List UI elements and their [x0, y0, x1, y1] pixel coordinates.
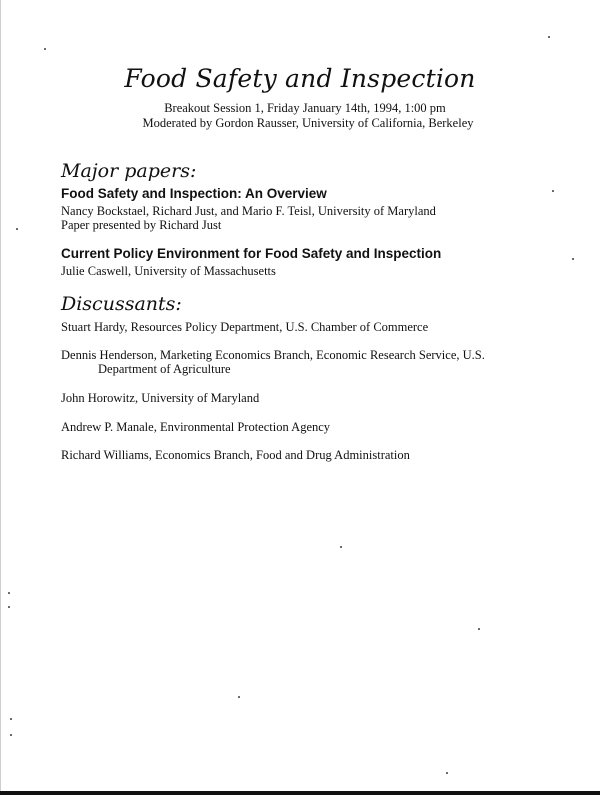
discussant-item: Stuart Hardy, Resources Policy Department, U.S. Chamber of Commerce	[61, 320, 429, 334]
scan-speck	[340, 546, 342, 548]
scan-speck	[446, 772, 448, 774]
scan-speck	[572, 258, 574, 260]
paper-title: Current Policy Environment for Food Safety and Inspection	[61, 246, 442, 261]
scan-speck	[8, 592, 10, 594]
scan-speck	[548, 36, 550, 38]
scan-edge-bottom	[0, 791, 600, 795]
scan-speck	[10, 718, 12, 720]
scan-edge-left	[0, 0, 1, 795]
session-line: Breakout Session 1, Friday January 14th, 1994, 1:00 pm	[164, 101, 446, 115]
scan-speck	[552, 190, 554, 192]
paper-authors: Julie Caswell, University of Massachusetts	[61, 264, 276, 278]
paper-title: Food Safety and Inspection: An Overview	[61, 186, 327, 201]
scan-speck	[10, 734, 12, 736]
paper-note: Paper presented by Richard Just	[61, 218, 222, 232]
scan-speck	[44, 48, 46, 50]
discussant-item: John Horowitz, University of Maryland	[61, 391, 260, 405]
scan-speck	[16, 228, 18, 230]
discussant-item: Dennis Henderson, Marketing Economics Branch, Economic Research Service, U.S.	[61, 348, 485, 362]
discussant-item: Richard Williams, Economics Branch, Food and Drug Administration	[61, 448, 410, 462]
major-papers-heading: Major papers:	[61, 160, 197, 182]
scan-speck	[8, 606, 10, 608]
moderator-line: Moderated by Gordon Rausser, University of California, Berkeley	[142, 116, 474, 130]
page-title: Food Safety and Inspection	[124, 64, 476, 93]
discussant-item: Andrew P. Manale, Environmental Protection Agency	[61, 420, 331, 434]
discussant-item-continuation: Department of Agriculture	[98, 362, 231, 376]
discussants-heading: Discussants:	[61, 293, 182, 315]
paper-authors: Nancy Bockstael, Richard Just, and Mario F. Teisl, University of Maryland	[61, 204, 436, 218]
scan-speck	[478, 628, 480, 630]
scan-speck	[238, 696, 240, 698]
